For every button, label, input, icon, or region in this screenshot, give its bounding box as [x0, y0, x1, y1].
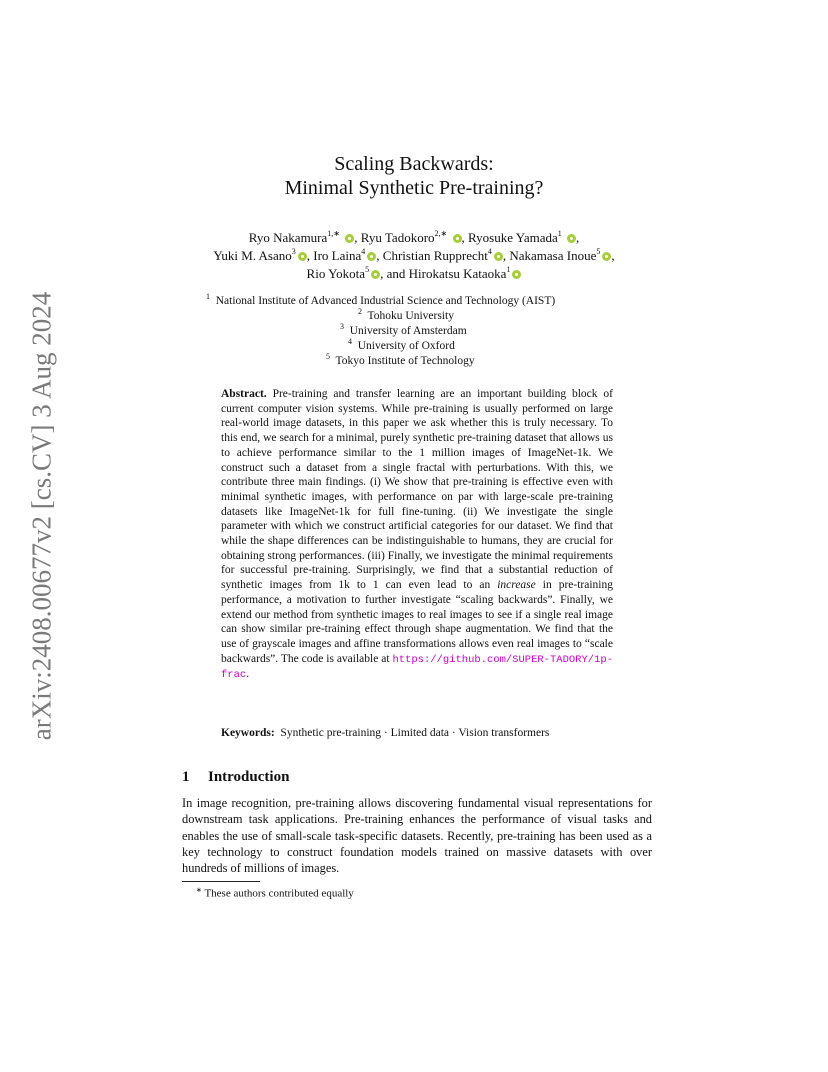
author-line-3: Rio Yokota$^5$ , and Hirokatsu Kataoka$^1$ — [140, 265, 688, 283]
section-title: Introduction — [208, 769, 290, 785]
affiliation-name: Tohoku University — [367, 309, 454, 322]
affiliation-name: National Institute of Advanced Industrial Science and Technology (AIST) — [215, 294, 556, 307]
author-affiliation-mark: 1,∗ — [327, 229, 340, 238]
author-name: Hirokatsu Kataoka — [408, 266, 507, 281]
author-name: Rio Yokota — [306, 266, 366, 281]
orcid-icon[interactable] — [298, 252, 307, 261]
abstract — [221, 387, 613, 683]
author-line-1: Ryo Nakamura$^{1,∗}$ , Ryu Tadokoro$^{2,∗}$ , Ryosuke Yamada$^1$ , — [248, 229, 580, 245]
author-affiliation-mark: 1 — [506, 265, 511, 274]
section-heading — [182, 769, 289, 786]
orcid-icon[interactable] — [494, 252, 503, 261]
abstract-text: Pre-training and transfer learning are an important building block of current computer vision systems. While pre-training is usually performed on large real-world image datasets, in this paper we ask whether this is truly necessary. To this end, we search for a minimal, purely synthetic pre-training dataset that allows us to achieve performance similar to the 1 million images of ImageNet-1k. We construct such a dataset from a single fractal with perturbations. With this, we contribute three main findings. (i) We show that pre-training is effective even with minimal synthetic images, with performance on par with large-scale pre-training datasets like ImageNet-1k for full fine-tuning. (ii) We investigate the single parameter with which we construct artificial categories for our dataset. We find that while the shape differences can be indistinguishable to humans, they are crucial for obtaining strong performances. (iii) Finally, we investigate the minimal requirements for successful pre-training. Surprisingly, we find that a substantial reduction of synthetic images from 1k to 1 can even lead to an — [221, 388, 614, 592]
keywords — [221, 727, 641, 739]
code-link[interactable]: https://github.com/SUPER-TADORY/1p-frac — [221, 653, 613, 682]
author-conjunction: and — [386, 266, 406, 281]
abstract-label: Abstract. — [221, 388, 267, 400]
abstract-emphasis: increase — [497, 579, 536, 592]
author-affiliation-mark: 4 — [361, 247, 366, 256]
keywords-label: Keywords: — [221, 727, 275, 739]
affiliation-number: 4 — [348, 337, 352, 346]
author-name: Iro Laina — [313, 248, 362, 263]
author-affiliation-mark: 5 — [596, 247, 601, 256]
affiliation-item — [326, 350, 475, 368]
author-affiliation-mark: 3 — [291, 247, 296, 256]
affiliation-name: Tokyo Institute of Technology — [335, 354, 475, 367]
footnote-text: These authors contributed equally — [204, 887, 354, 900]
author-name: Ryo Nakamura — [248, 230, 328, 245]
affiliation-name: University of Oxford — [357, 339, 455, 352]
author-affiliation-mark: 5 — [365, 265, 370, 274]
section-number: 1 — [182, 769, 190, 785]
orcid-icon[interactable] — [602, 252, 611, 261]
footnote-mark: ∗ — [196, 886, 202, 894]
orcid-icon[interactable] — [345, 234, 354, 243]
introduction-paragraph: In image recognition, pre-training allows discovering fundamental visual representations for downstream task applications. Pre-training enhances the performance of visual tasks and enables the use of small-scale task-specific datasets. Recently, pre-training has been used as a key technology to construct foundation models trained on massive datasets with over hundreds of millions of images. — [182, 796, 652, 876]
author-name: Christian Rupprecht — [382, 248, 488, 263]
author-name: Ryosuke Yamada — [468, 230, 558, 245]
orcid-icon[interactable] — [371, 270, 380, 279]
author-name: Ryu Tadokoro — [360, 230, 435, 245]
author-affiliation-mark: 2,∗ — [434, 229, 448, 238]
author-affiliation-mark: 4 — [487, 247, 492, 256]
paper-title-line-1: Scaling Backwards: — [334, 153, 494, 175]
orcid-icon[interactable] — [512, 270, 521, 279]
author-name: Yuki M. Asano — [213, 248, 292, 263]
orcid-icon[interactable] — [453, 234, 462, 243]
affiliation-number: 5 — [326, 352, 330, 361]
author-name: Nakamasa Inoue — [509, 248, 597, 263]
paper-title-line-2: Minimal Synthetic Pre-training? — [284, 177, 544, 199]
footnote — [196, 886, 354, 900]
affiliation-number: 2 — [358, 307, 362, 316]
orcid-icon[interactable] — [367, 252, 376, 261]
affiliation-number: 1 — [206, 292, 210, 301]
author-affiliation-mark: 1 — [557, 229, 562, 238]
abstract-end: . — [246, 668, 250, 681]
arxiv-identifier: arXiv:2408.00677v2 [cs.CV] 3 Aug 2024 — [26, 291, 57, 741]
keywords-text: Synthetic pre-training · Limited data · Vision transformers — [280, 727, 550, 739]
affiliation-name: University of Amsterdam — [349, 324, 467, 337]
author-line-2: Yuki M. Asano$^3$ , Iro Laina$^4$ , Christian Rupprecht$^4$ , Nakamasa Inoue$^5$ , — [213, 247, 615, 263]
orcid-icon[interactable] — [567, 234, 576, 243]
footnote-rule — [182, 881, 260, 882]
abstract-text-continued: in pre-training performance, a motivation to further investigate “scaling backwards”. Finally, we extend our method from synthetic images to real images to see if a single real image can show similar pre-training effect through shape augmentation. We find that the use of grayscale images and affine transformations allows even real images to “scale backwards”. The code is available at — [221, 579, 614, 665]
author-list — [140, 229, 688, 283]
affiliation-number: 3 — [340, 322, 344, 331]
